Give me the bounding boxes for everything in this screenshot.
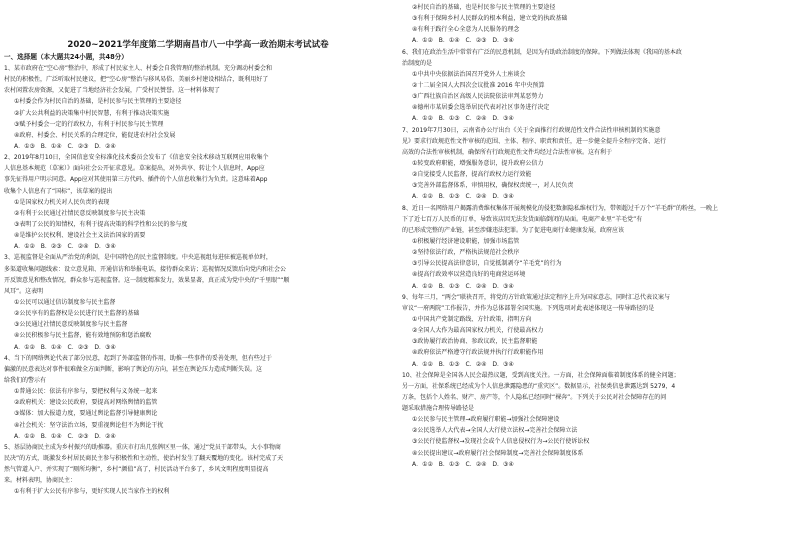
option-line: ④政府依法严格遵守行政法规并执行行政职能作用 (412, 349, 544, 357)
option-line: ③赋予村委会一定的行政权力，有利于村民参与民主管理 (14, 120, 164, 128)
option-line: ②政府机关：建设公民政府，要提高对网络舆情的监管 (14, 399, 158, 407)
option-line: ②村民自治的基础，也是村民参与民主管理的主要途径 (412, 4, 556, 11)
answer-choices: A．①③ B．①④ C．②③ D．②④ (14, 142, 116, 150)
option-line: ③完善外部监督体系，审慎用权，确保权责统一，对人民负责 (412, 182, 574, 190)
question-line: 题采取措施合理传导路径是 (402, 405, 475, 413)
answer-choices: A．①② B．①④ C．②③ D．③④ (14, 343, 116, 351)
question-line: 民决”的方式，既激发乡村居民商民主参与积极性和主动性，使治村发生了翻天覆地的变化。该村完成了天 (4, 454, 284, 462)
answer-choices: A．①② B．①③ C．②④ D．③④ (412, 193, 514, 201)
question-line: 9、每年三月，“两会”联袂召开，将党的方针政策通过法定程序上升为国家意志，同时汇总代表议案与 (402, 293, 671, 301)
answer-choices: A．①② B．①③ C．②④ D．③④ (412, 282, 514, 290)
question-line: 高效的合法性审核机制，确保所有行政规范性文件均经过合法性审核。这有利于 (402, 148, 613, 156)
question-line: 多渠道收集问题线索：设立意见箱、开通信访和举报电话，接待群众来访；巡视情况反馈后向党内和社会公 (4, 265, 287, 273)
option-line: ④有利于践行全心全意为人民服务的理念 (412, 26, 520, 34)
option-line: ②有利于公民通过社情民意反映制度参与民主决策 (14, 209, 146, 217)
option-line: ③媒体：加大报道力度，要通过舆论监督引导健康舆论 (14, 410, 158, 418)
answer-choices: A．①② B．①④ C．②③ D．③④ (412, 37, 514, 45)
page-title: 2020~2021学年度第二学期南昌市八一中学高一政治期末考试试卷 (67, 40, 329, 50)
question-line: 人信息基本规范（草案）》面向社会公开征求意见。草案提出，对外共享、转让个人信息时，App应 (4, 165, 265, 173)
question-line: 治制度的是 (402, 59, 433, 67)
question-line: 农村闲置农房资源，又促进了当地经济社会发展，广受村民赞誉。这一材料体现了 (4, 87, 221, 95)
section-heading: 一、选择题（本大题共24小题，共48分） (4, 53, 128, 61)
question-line: 审议“一府两院”工作报告，并作为总体部署全国实施。下列选项对此表述体现这一传导路径的是 (402, 304, 655, 312)
question-line: 3、巡视监督是全面从严治党的利剑，是中国特色的民主监督制度。中央巡视组每进驻被巡视单位时， (4, 254, 272, 262)
left-column (4, 0, 392, 560)
option-line: ①积极履行经济建设职能，加强市场监管 (412, 237, 520, 245)
question-line: 10、社会保障是全国各人民会最热议题，受到高度关注。一方面，社会保障面临着制度体系的健全问题； (402, 371, 680, 379)
option-line: ②十二届全国人大四次会议批准 2016 年中央预算 (412, 81, 545, 89)
question-line: 风耳”。这表明 (4, 287, 44, 295)
option-line: ①普通公民：依法有序参与，要把权利与义务统一起来 (14, 388, 158, 396)
question-line: 开反馈意见和整改情况，群众参与巡视监督。这一制度精准发力，效果显著，真正成为党中央的“千里眼”“顺 (4, 276, 290, 284)
answer-choices: A．①② B．①③ C．②④ D．③④ (412, 115, 514, 123)
question-line: 见》要求行政规范性文件审核的范围、主体、程序、职责和责任，进一步健全提升全程序完备、运行 (402, 137, 667, 145)
question-line: 万条，包括个人姓名、财产、房产等，个人隐私已经同时“裸奔”。下列关于公民对社会保障存在的问 (402, 393, 667, 401)
option-line: ③广西壮族自治区高级人民法院依法审判某恶势力 (412, 93, 544, 101)
option-line: ③引导公民提高法律意识，自觉抵制剥夺“羊毛党”的行为 (412, 260, 562, 268)
option-line: ①村委会作为村民自治的基础，是村民参与民主管理的主要途径 (14, 98, 182, 106)
right-column-body (402, 2, 790, 470)
question-line: 的已形成完整的产业链，甚至涉嫌违法犯罪。为了促进电商行业健康发展，政府应该 (402, 226, 625, 234)
left-column-body (4, 63, 392, 497)
option-line: ④公民积极参与民主监督，能有效地预防和惩治腐败 (14, 332, 152, 340)
option-line: ④政府、村委会、村民关系的合理定位，能促进农村社会发展 (14, 131, 176, 139)
option-line: ②全国人大作为最高国家权力机关，行使最高权力 (412, 327, 544, 335)
option-line: ④提高行政效率以营造良好的电商营运环境 (412, 271, 526, 279)
question-line: 事先征得用户明示同意。App应对其使用第三方代码、插件的个人信息收集行为负责。这意味着App (4, 176, 268, 184)
answer-choices: A．①② B．①④ C．②③ D．②④ (14, 432, 116, 440)
option-line: ③表明了公民的知情权，有利于提高决策的科学性和公民的参与度 (14, 220, 188, 228)
question-line: 另一方面，社保系统已经成为个人信息泄露隐患的“重灾区”。数据显示，社保类信息泄露达到 5279，4 (402, 382, 676, 390)
question-line: 给我们的警示有 (4, 376, 47, 384)
option-line: ③公民行使监督权→发现社会或个人信息侵权行为→公民行使诉讼权 (412, 438, 590, 446)
option-line: ①是国家权力机关对人民负责的表现 (14, 198, 110, 206)
option-line: ③公民通过社情民意反映制度参与民主监督 (14, 321, 128, 329)
question-line: 8、近日一名网络用户揭露消费维权集体开展规模化的侵犯数据隐私维权行为，带领超过千万个“羊毛群”的粉丝，一晚上 (402, 204, 719, 212)
option-line: ②扩大公共利益的决策集中村民智慧，有利于推动决策实施 (14, 109, 170, 117)
right-column (402, 0, 790, 560)
option-line: ①中共中央依据法治国召开党外人士座谈会 (412, 70, 526, 78)
answer-choices: A．①② B．①③ C．②④ D．③④ (412, 360, 514, 368)
question-line: 4、当下的网络舆论代表了部分民意，起到了外部监督的作用，助推一些事件的妥善处理，但有些过于 (4, 354, 272, 362)
question-line: 2、2019年8月10日，全国信息安全标准化技术委员会发布了《信息安全技术移动互联网应用收集个 (4, 154, 269, 162)
option-line: ③政协履行政治协商、参政议政，民主监督职能 (412, 338, 538, 346)
option-line: ④德州市某居委会选举居民代表对社区事务进行决定 (412, 104, 550, 112)
question-line: 收集个人信息有了“国标”，该草案的提出 (4, 187, 113, 195)
question-line: 来。材料表明，协商民主： (4, 477, 77, 485)
question-line: 然气管道入户、并实现了“厕所均衡”，乡村“颜值”高了，村民活动平台多了，乡风文明程度明显提高 (4, 466, 269, 474)
option-line: ④社会机关：坚守法治立场，要重视舆论但不为舆论干扰 (14, 421, 164, 429)
question-line: 偏激的民意表达对事件很难做全方面判断，影响了舆论的方向，甚至在舆论压力造成判断失误。这 (4, 365, 263, 373)
option-line: ②自觉接受人民监督，提高行政权力运行效能 (412, 171, 532, 179)
question-line: 7、2019年7月30日，云南省办公厅出台《关于全面推行行政规范性文件合法性审核机制的实施意 (402, 126, 661, 134)
answer-choices: A．①② B．①③ C．②④ D．③④ (412, 460, 514, 468)
option-line: ①转变政府职能，增强服务意识，提升政府公信力 (412, 159, 544, 167)
option-line: ①公民参与民主管理→政府履行职能→加强社会保障建设 (412, 416, 560, 424)
question-line: 1、某市政府在“空心房”整治中，形成了村民家主人、村委会自我管理的整治机制。充分调动村委会和 (4, 65, 273, 72)
option-line: ①中国共产党制定路线、方针政策，指明方向 (412, 315, 532, 323)
option-line: ②公民选举人大代表→全国人大行使立法权→完善社会保障立法 (412, 427, 578, 435)
option-line: ②公民享有的监督权是公民进行民主监督的基础 (14, 310, 140, 318)
option-line: ①公民可以通过信访制度参与民主监督 (14, 298, 116, 306)
question-line: 6、我们在政治生活中常常有广泛的民意机制，是因为有助政治制度的保障。下列做法体现《我国的基本政 (402, 48, 682, 56)
option-line: ④公民提出建议→政府履行社会保障制度→完善社会保障制度体系 (412, 449, 584, 457)
question-line: 下了近七百万人民币的订单，导致该店因无法发货面临倒闭的局面。电商产业里“羊毛党”有 (402, 215, 643, 223)
answer-choices: A．①② B．②③ C．②④ D．③④ (14, 243, 116, 251)
option-line: ①有利于扩大公民有序参与，更好实现人民当家作主的权利 (14, 488, 170, 496)
option-line: ④是维护公民权利、建设社会主义法治国家的需要 (14, 232, 146, 240)
question-line: 5、基层协商民主成为乡村振兴的助推器。重庆市打出几张牌区里一体，通过“党员干部带头，大小事物商 (4, 443, 281, 451)
option-line: ②坚持依法行政，严格执法规范社会秩序 (412, 249, 520, 257)
option-line: ③有利于保障乡村人民群众的根本利益，建立党的执政基础 (412, 15, 568, 23)
question-line: 村民的积极性，广泛听取村民建议，把“空心房”整治与移风易俗、美丽乡村建设相结合，既利用好了 (4, 76, 269, 84)
